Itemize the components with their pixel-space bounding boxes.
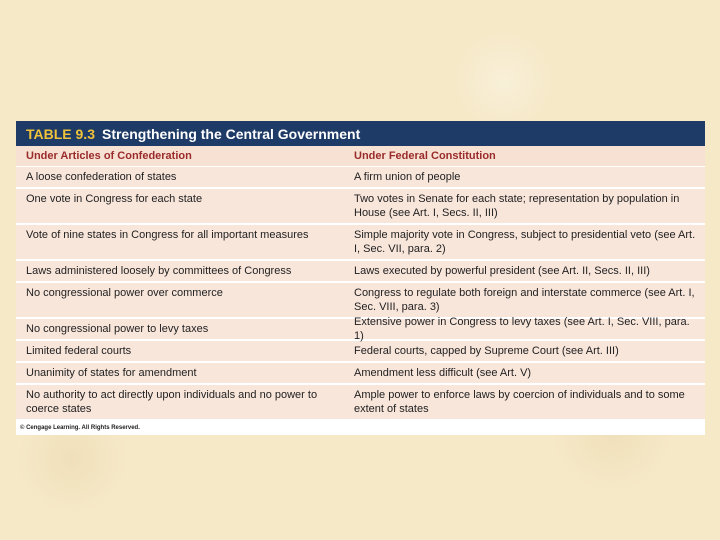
cell-constitution: Simple majority vote in Congress, subject to presidential veto (see Art. I, Sec. VII, para. 2) (354, 229, 696, 255)
comparison-table (16, 121, 705, 435)
column-header-constitution: Under Federal Constitution (354, 150, 496, 162)
cell-articles: One vote in Congress for each state (26, 193, 203, 205)
table-row (16, 261, 705, 283)
cell-articles: No authority to act directly upon individuals and no power to coerce states (26, 389, 318, 415)
cell-articles: A loose confederation of states (26, 171, 177, 183)
table-row (16, 385, 705, 421)
copyright-notice: © Cengage Learning. All Rights Reserved. (20, 425, 140, 431)
table-header (16, 121, 705, 146)
cell-constitution: Extensive power in Congress to levy taxes (see Art. I, Sec. VIII, para. 1) (354, 316, 690, 342)
cell-constitution: Two votes in Senate for each state; representation by population in House (see Art. I, Secs. II, III) (354, 193, 680, 219)
cell-constitution: Federal courts, capped by Supreme Court (see Art. III) (354, 345, 619, 357)
table-row (16, 225, 705, 261)
table-label: TABLE 9.3 (26, 125, 95, 142)
column-header-articles: Under Articles of Confederation (26, 150, 192, 162)
cell-constitution: Ample power to enforce laws by coercion of individuals and to some extent of states (354, 389, 685, 415)
cell-constitution: Amendment less difficult (see Art. V) (354, 367, 532, 379)
cell-articles: Unanimity of states for amendment (26, 367, 197, 379)
table-row (16, 316, 705, 342)
cell-articles: No congressional power over commerce (26, 287, 223, 299)
table-title: Strengthening the Central Government (101, 125, 361, 142)
cell-articles: Vote of nine states in Congress for all important measures (26, 229, 309, 241)
cell-constitution: Congress to regulate both foreign and interstate commerce (see Art. I, Sec. VIII, para. 3) (354, 287, 695, 313)
cell-constitution: Laws executed by powerful president (see Art. II, Secs. II, III) (354, 265, 650, 277)
table-body (16, 167, 705, 421)
table-row (16, 341, 705, 363)
table-row (16, 363, 705, 385)
table-row (16, 189, 705, 225)
cell-articles: Laws administered loosely by committees of Congress (26, 265, 292, 277)
column-headers (16, 146, 705, 167)
cell-constitution: A firm union of people (354, 171, 461, 183)
cell-articles: Limited federal courts (26, 345, 132, 357)
table-row (16, 167, 705, 189)
cell-articles: No congressional power to levy taxes (26, 323, 209, 335)
